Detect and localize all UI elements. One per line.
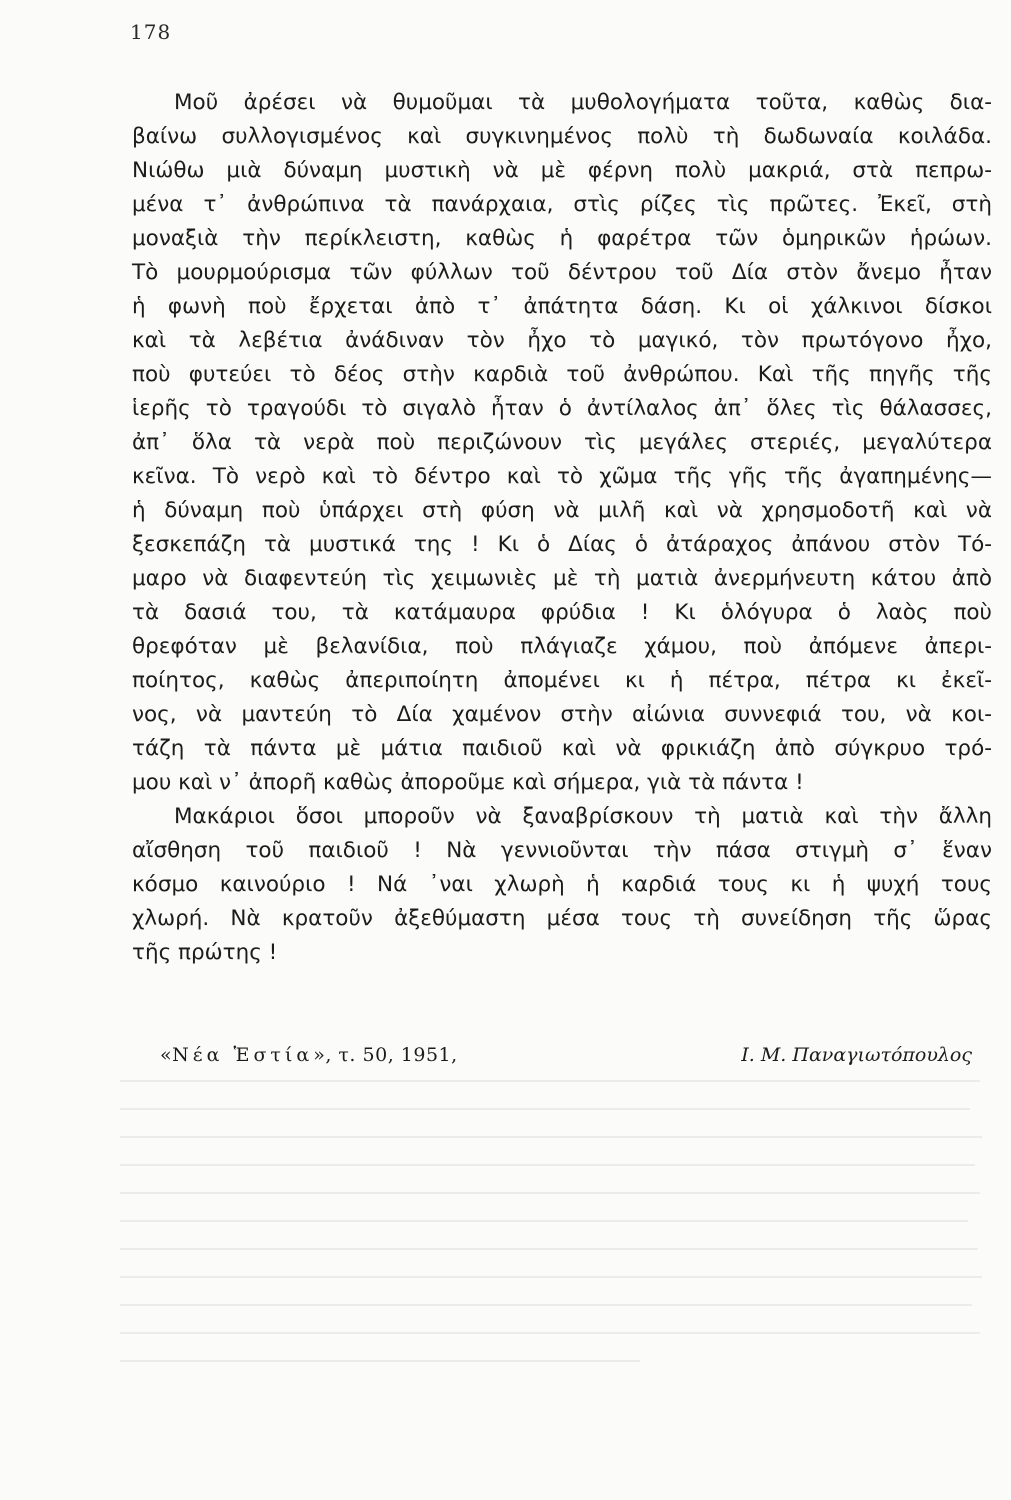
text-line: τάζη τὰ πάντα μὲ μάτια παιδιοῦ καὶ νὰ φρικιάζη ἀπὸ σύγκρυο τρό- (132, 736, 992, 761)
text-line: κεῖνα. Τὸ νερὸ καὶ τὸ δέντρο καὶ τὸ χῶμα τῆς γῆς τῆς ἀγαπημένης— (132, 464, 992, 489)
citation-details: », τ. 50, 1951, (313, 1044, 458, 1066)
text-line: ποίητος, καθὼς ἀπεριποίητη ἀπομένει κι ἡ πέτρα, πέτρα κι ἐκεῖ- (132, 668, 992, 693)
body-text (132, 86, 992, 970)
text-line: ποὺ φυτεύει τὸ δέος στὴν καρδιὰ τοῦ ἀνθρώπου. Καὶ τῆς πηγῆς τῆς (132, 362, 992, 387)
text-line: Νιώθω μιὰ δύναμη μυστικὴ νὰ μὲ φέρνη πολὺ μακριά, στὰ πεπρω- (132, 158, 992, 183)
text-line: κόσμο καινούριο ! Νά ᾽ναι χλωρὴ ἡ καρδιά τους κι ἡ ψυχή τους (132, 872, 992, 897)
text-line: καὶ τὰ λεβέτια ἀνάδιναν τὸν ἦχο τὸ μαγικό, τὸν πρωτόγονο ἦχο, (132, 328, 992, 353)
paragraph-1 (132, 86, 992, 800)
text-line: μαρο νὰ διαφεντεύη τὶς χειμωνιὲς μὲ τὴ ματιὰ ἀνερμήνευτη κάτου ἀπὸ (132, 566, 992, 591)
text-line: ξεσκεπάζη τὰ μυστικά της ! Κι ὁ Δίας ὁ ἀτάραχος ἀπάνου στὸν Τό- (132, 532, 992, 557)
text-line: Μοῦ ἀρέσει νὰ θυμοῦμαι τὰ μυθολογήματα τοῦτα, καθὼς δια- (174, 90, 992, 115)
text-line: μοναξιὰ τὴν περίκλειστη, καθὼς ἡ φαρέτρα τῶν ὁμηρικῶν ἡρώων. (132, 226, 992, 251)
open-quote: « (160, 1044, 173, 1066)
text-line: θρεφόταν μὲ βελανίδια, ποὺ πλάγιαζε χάμου, ποὺ ἀπόμενε ἀπερι- (132, 634, 992, 659)
show-through-texture (120, 1060, 990, 1420)
author-name: Ι. Μ. Παναγιωτόπουλος (741, 1044, 972, 1066)
text-line: αἴσθηση τοῦ παιδιοῦ ! Νὰ γεννιοῦνται τὴν πάσα στιγμὴ σ᾽ ἕναν (132, 838, 992, 863)
text-line: ἡ δύναμη ποὺ ὑπάρχει στὴ φύση νὰ μιλῆ καὶ νὰ χρησμοδοτῆ καὶ νὰ (132, 498, 992, 523)
text-line: ἀπ᾽ ὅλα τὰ νερὰ ποὺ περιζώνουν τὶς μεγάλες στεριές, μεγαλύτερα (132, 430, 992, 455)
text-line: ἡ φωνὴ ποὺ ἔρχεται ἀπὸ τ᾽ ἀπάτητα δάση. Κι οἱ χάλκινοι δίσκοι (132, 294, 992, 319)
text-line: νος, νὰ μαντεύη τὸ Δία χαμένον στὴν αἰώνια συννεφιά του, νὰ κοι- (132, 702, 992, 727)
citation-source (160, 1044, 458, 1066)
paragraph-2 (132, 800, 992, 970)
text-line: Τὸ μουρμούρισμα τῶν φύλλων τοῦ δέντρου τοῦ Δία στὸν ἄνεμο ἦταν (132, 260, 992, 285)
page-number: 178 (130, 20, 172, 44)
text-line: Μακάριοι ὅσοι μποροῦν νὰ ξαναβρίσκουν τὴ ματιὰ καὶ τὴν ἄλλη (174, 804, 992, 829)
text-line: μένα τ᾽ ἀνθρώπινα τὰ πανάρχαια, στὶς ρίζες τὶς πρῶτες. Ἐκεῖ, στὴ (132, 192, 992, 217)
text-line: μου καὶ ν᾽ ἀπορῆ καθὼς ἀποροῦμε καὶ σήμερα, γιὰ τὰ πάντα ! (132, 770, 804, 795)
text-line: τὰ δασιά του, τὰ κατάμαυρα φρύδια ! Κι ὁλόγυρα ὁ λαὸς ποὺ (132, 600, 992, 625)
text-line: χλωρή. Νὰ κρατοῦν ἀξεθύμαστη μέσα τους τὴ συνείδηση τῆς ὥρας (132, 906, 992, 931)
text-line: βαίνω συλλογισμένος καὶ συγκινημένος πολὺ τὴ δωδωναία κοιλάδα. (132, 124, 992, 149)
text-line: ἱερῆς τὸ τραγούδι τὸ σιγαλὸ ἦταν ὁ ἀντίλαλος ἀπ᾽ ὅλες τὶς θάλασσες, (132, 396, 992, 421)
citation (160, 1040, 972, 1074)
journal-name: Νέα Ἑστία (172, 1044, 314, 1066)
text-line: τῆς πρώτης ! (132, 940, 278, 965)
